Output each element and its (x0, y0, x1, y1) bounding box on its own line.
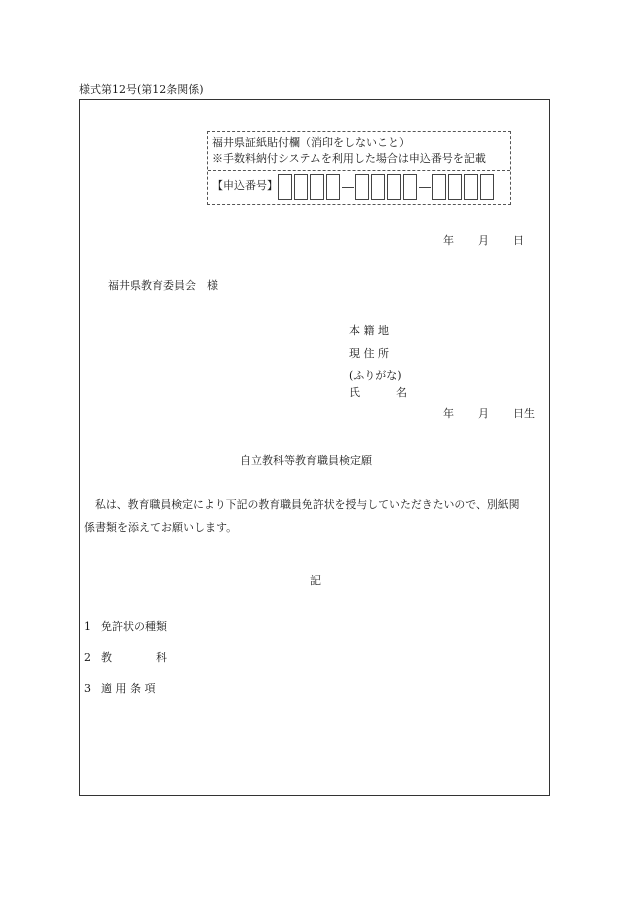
addressee: 福井県教育委員会 様 (108, 279, 218, 292)
name-label-first: 氏 (349, 386, 360, 399)
digit-box[interactable] (294, 174, 308, 200)
digit-box[interactable] (480, 174, 494, 200)
form-number: 様式第12号(第12条関係) (79, 83, 204, 96)
digit-box[interactable] (326, 174, 340, 200)
separator-dash (342, 187, 354, 188)
document-title: 自立教科等教育職員検定願 (240, 454, 372, 467)
item-3-label: 適 用 条 項 (101, 682, 156, 695)
date-day: 日 (513, 234, 524, 247)
revenue-stamp-box (207, 131, 511, 205)
digit-box[interactable] (371, 174, 385, 200)
date-month: 月 (478, 234, 489, 247)
birth-day: 日生 (513, 407, 535, 420)
stamp-box-note: ※手数料納付システムを利用した場合は申込番号を記載 (212, 152, 486, 165)
application-number-group-3[interactable] (432, 174, 496, 200)
birth-year: 年 (443, 407, 454, 420)
application-number-label: 【申込番号】 (212, 179, 278, 192)
item-3-number: 3 (84, 682, 91, 695)
name-label-last: 名 (396, 386, 407, 399)
application-number-group-2[interactable] (355, 174, 419, 200)
digit-box[interactable] (310, 174, 324, 200)
current-address-label: 現 住 所 (349, 347, 389, 360)
digit-box[interactable] (278, 174, 292, 200)
stamp-box-divider (208, 170, 510, 171)
date-year: 年 (443, 234, 454, 247)
ki-heading: 記 (310, 574, 321, 587)
digit-box[interactable] (355, 174, 369, 200)
registered-domicile-label: 本 籍 地 (349, 324, 389, 337)
birth-month: 月 (478, 407, 489, 420)
separator-dash (419, 187, 431, 188)
item-2-number: 2 (84, 651, 91, 664)
digit-box[interactable] (403, 174, 417, 200)
stamp-box-instruction: 福井県証紙貼付欄（消印をしないこと） (212, 136, 410, 149)
item-1-label: 免許状の種類 (101, 620, 167, 633)
digit-box[interactable] (464, 174, 478, 200)
digit-box[interactable] (448, 174, 462, 200)
digit-box[interactable] (432, 174, 446, 200)
item-1-number: 1 (84, 620, 91, 633)
application-number-group-1[interactable] (278, 174, 342, 200)
digit-box[interactable] (387, 174, 401, 200)
furigana-label: (ふりがな) (349, 369, 402, 382)
body-line-2: 係書類を添えてお願いします。 (84, 521, 238, 534)
item-2-label: 教 科 (101, 651, 167, 664)
body-line-1: 私は、教育職員検定により下記の教育職員免許状を授与していただきたいので、別紙関 (95, 498, 520, 511)
